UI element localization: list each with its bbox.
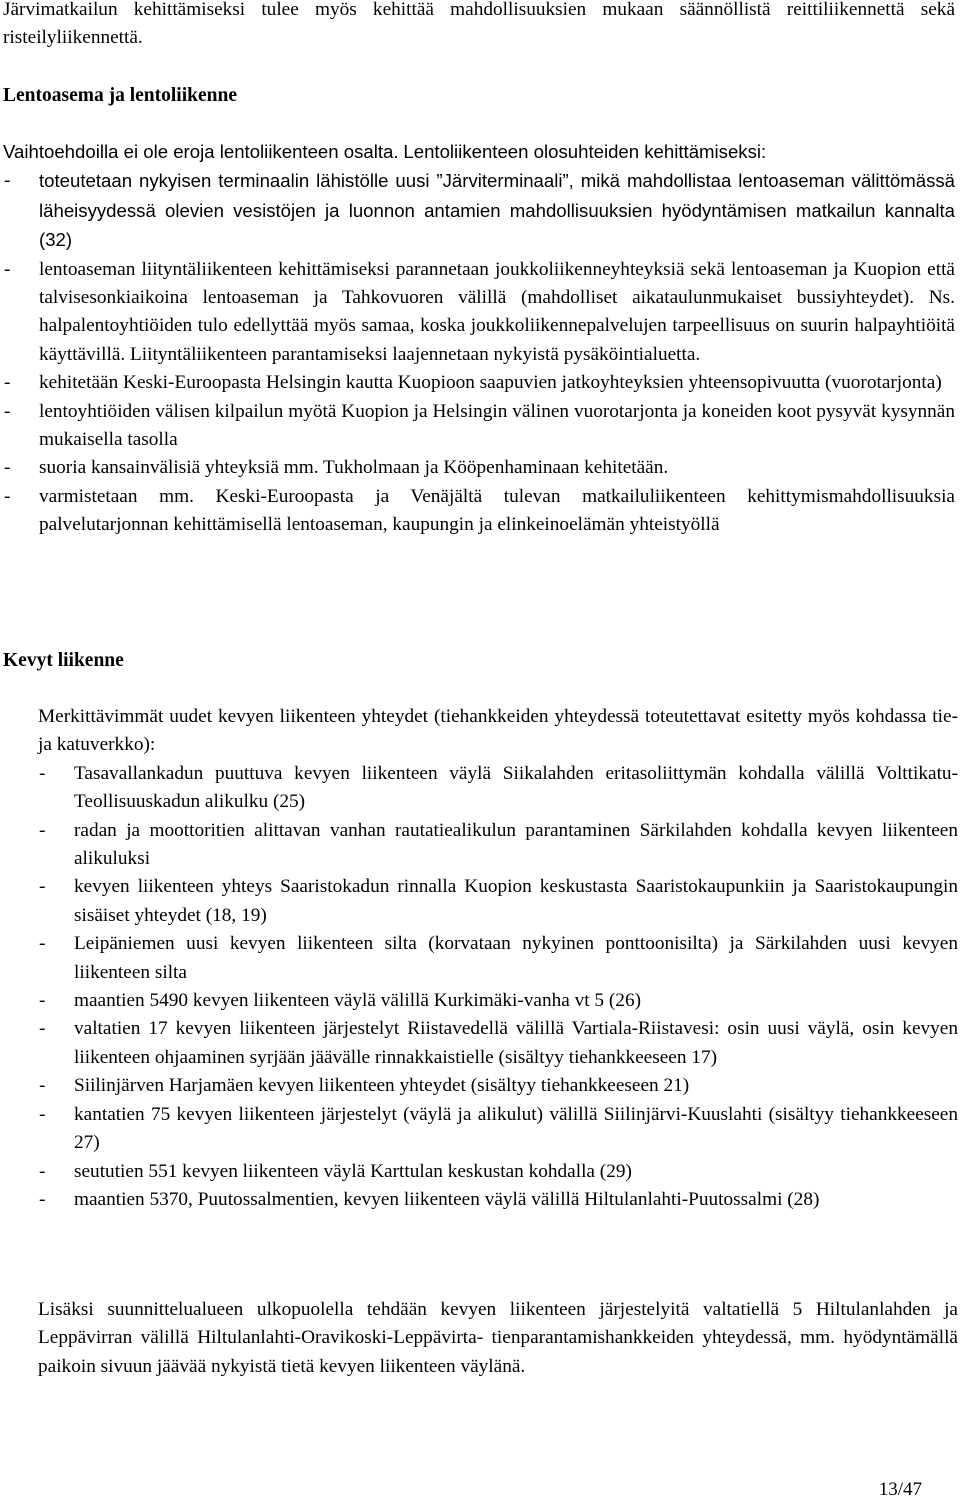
list-item: - lentoaseman liityntäliikenteen kehittämiseksi parannetaan joukkoliikenneyhteyksiä sekä lentoaseman ja Kuopion että talvisesonkiaikoina lentoaseman ja Tahkovuoren välillä (mahdolliset aikataulunmukaiset bussiyhteydet). Ns. halpalentoyhtiöiden tulo edellyttää myös samaa, koska joukkoliikennepalvelujen tarpeellisuus on suurin halpayhtiöitä käyttävillä. Liityntäliikenteen parantamiseksi laajennetaan nykyistä pysäköintialuetta. [3, 256, 955, 370]
airport-section [3, 138, 955, 540]
list-item: - Leipäniemen uusi kevyen liikenteen silta (korvataan nykyinen ponttoonisilta) ja Särkilahden uusi kevyen liikenteen silta [38, 930, 958, 987]
list-item: - suoria kansainvälisiä yhteyksiä mm. Tukholmaan ja Kööpenhaminaan kehitetään. [3, 454, 955, 482]
airport-lead-rest: Lentoliikenteen olosuhteiden kehittämiseksi: [403, 141, 767, 162]
light-traffic-intro: Merkittävimmät uudet kevyen liikenteen yhteydet (tiehankkeiden yhteydessä toteutettavat esitetty myös kohdassa tie- ja katuverkko): [38, 706, 958, 756]
light-traffic-section [38, 703, 958, 1214]
list-item: - maantien 5490 kevyen liikenteen väylä välillä Kurkimäki-vanha vt 5 (26) [38, 987, 958, 1015]
list-item: - maantien 5370, Puutossalmentien, kevyen liikenteen väylä välillä Hiltulanlahti-Puutossalmi (28) [38, 1186, 958, 1214]
section-heading-light-traffic: Kevyt liikenne [3, 650, 124, 671]
list-item: - Tasavallankadun puuttuva kevyen liikenteen väylä Siikalahden eritasoliittymän kohdalla välillä Volttikatu-Teollisuuskadun alikulku (25) [38, 760, 958, 817]
airport-lead-paragraph [3, 138, 955, 167]
intro-paragraph: Järvimatkailun kehittämiseksi tulee myös kehittää mahdollisuuksien mukaan säännöllistä reittiliikennettä sekä risteilyliikennettä. [3, 0, 955, 49]
list-item: - lentoyhtiöiden välisen kilpailun myötä Kuopion ja Helsingin välinen vuorotarjonta ja koneiden koot pysyvät kysynnän mukaisella tasolla [3, 398, 955, 455]
list-item: - kantatien 75 kevyen liikenteen järjestelyt (väylä ja alikulut) välillä Siilinjärvi-Kuuslahti (sisältyy tiehankkeeseen 27) [38, 1101, 958, 1158]
page-number: 13/47 [878, 1479, 922, 1500]
list-item: - kevyen liikenteen yhteys Saaristokadun rinnalla Kuopion keskustasta Saaristokaupunkiin ja Saaristokaupungin sisäiset yhteydet (18, 19) [38, 873, 958, 930]
section-heading-airport: Lentoasema ja lentoliikenne [3, 85, 237, 106]
airport-list [3, 167, 955, 539]
airport-lead-text: Vaihtoehdoilla ei ole eroja lentoliikenteen osalta. [3, 141, 399, 162]
list-item: - seututien 551 kevyen liikenteen väylä Karttulan keskustan kohdalla (29) [38, 1158, 958, 1186]
list-item: - varmistetaan mm. Keski-Euroopasta ja Venäjältä tulevan matkailuliikenteen kehittymismahdollisuuksia palvelutarjonnan kehittämisellä lentoaseman, kaupungin ja elinkeinoelämän yhteistyöllä [3, 483, 955, 540]
list-item: - Siilinjärven Harjamäen kevyen liikenteen yhteydet (sisältyy tiehankkeeseen 21) [38, 1072, 958, 1100]
list-item: - radan ja moottoritien alittavan vanhan rautatiealikulun parantaminen Särkilahden kohdalla kevyen liikenteen alikuluksi [38, 817, 958, 874]
light-traffic-list [38, 760, 958, 1215]
list-item: - kehitetään Keski-Euroopasta Helsingin kautta Kuopioon saapuvien jatkoyhteyksien yhteensopivuutta (vuorotarjonta) [3, 369, 955, 397]
list-item: - toteutetaan nykyisen terminaalin lähistölle uusi ”Järviterminaali”, mikä mahdollistaa lentoaseman välittömässä läheisyydessä olevien vesistöjen ja luonnon antamien mahdollisuuksien hyödyntämisen matkailun kannalta (32) [3, 167, 955, 255]
list-item: - valtatien 17 kevyen liikenteen järjestelyt Riistavedellä välillä Vartiala-Riistavesi: osin uusi väylä, osin kevyen liikenteen ohjaaminen syrjään jäävälle rinnakkaistielle (sisältyy tiehankkeeseen 17) [38, 1015, 958, 1072]
closing-paragraph: Lisäksi suunnittelualueen ulkopuolella tehdään kevyen liikenteen järjestelyitä valtatiellä 5 Hiltulanlahden ja Leppävirran välillä Hiltulanlahti-Oravikoski-Leppävirta- tienparantamishankkeiden yhteydessä, mm. hyödyntämällä paikoin sivuun jäävää nykyistä tietä kevyen liikenteen väylänä. [38, 1299, 958, 1377]
